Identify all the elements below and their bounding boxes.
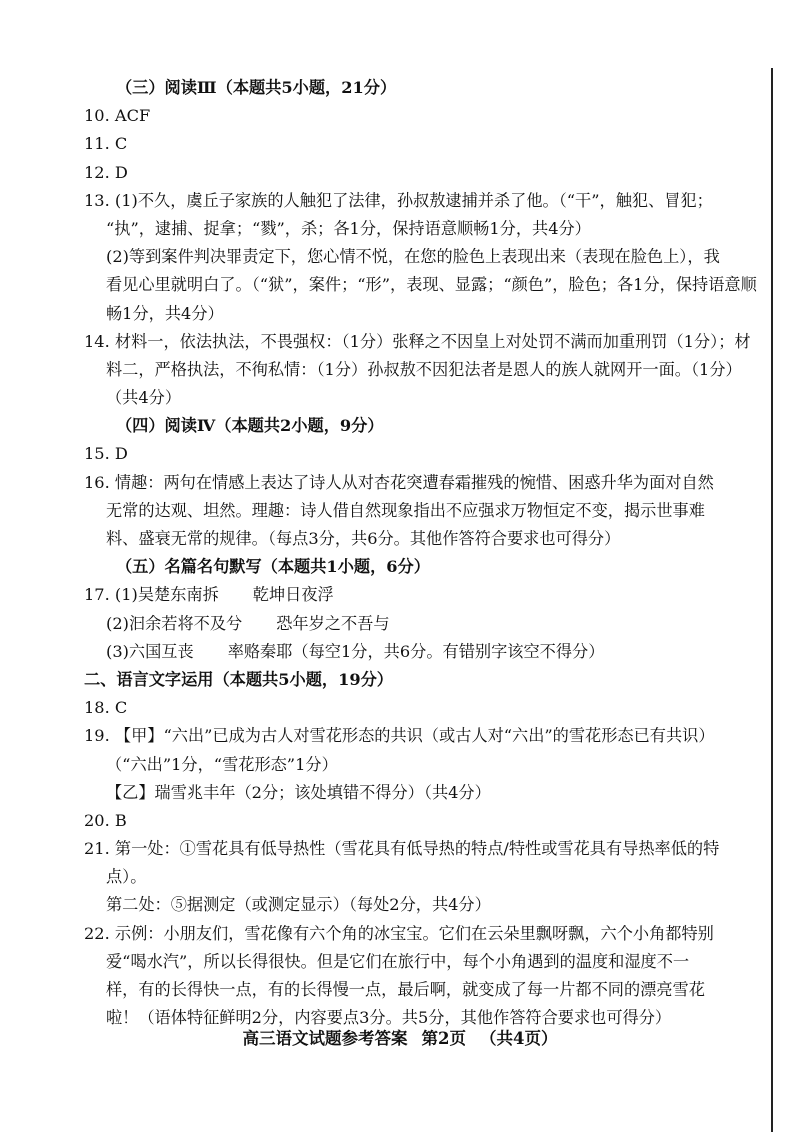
answer-q22-line2: 爱“喝水汽”，所以长得很快。但是它们在旅行中，每个小角遇到的温度和湿度不一 bbox=[106, 951, 690, 971]
answer-q17-3a: (3)六国互丧 bbox=[106, 641, 194, 661]
answer-q21-line1: 21. 第一处：①雪花具有低导热性（雪花具有低导热的特点/特性或雪花具有导热率低的特 bbox=[84, 839, 720, 859]
answer-q16-line3: 料、盛衰无常的规律。（每点3分，共6分。其他作答符合要求也可得分） bbox=[106, 529, 621, 548]
answer-q21-line3: 第二处：⑤据测定（或测定显示）（每处2分，共4分） bbox=[106, 895, 491, 915]
answer-q16-line1: 16. 情趣：两句在情感上表达了诗人从对杏花突遭春霜摧残的惋惜、困惑升华为面对自然 bbox=[84, 472, 714, 492]
answer-q17-1a: 17. (1)吴楚东南拆 bbox=[84, 585, 219, 605]
answer-q13-line5: 畅1分，共4分） bbox=[106, 303, 224, 323]
answer-q17-2b: 恐年岁之不吾与 bbox=[276, 613, 390, 633]
answer-q12: 12. D bbox=[84, 162, 128, 182]
margin-rule bbox=[771, 68, 773, 1132]
answer-q17-1b: 乾坤日夜浮 bbox=[252, 585, 334, 605]
answer-q19-line3: 【乙】瑞雪兆丰年（2分；该处填错不得分）（共4分） bbox=[106, 782, 491, 802]
answer-q17-2a: (2)汩余若将不及兮 bbox=[106, 613, 243, 633]
answer-q20: 20. B bbox=[84, 810, 127, 830]
answer-q15: 15. D bbox=[84, 444, 128, 464]
answer-q17-line1 bbox=[84, 581, 724, 609]
answer-q13-line4: 看见心里就明白了。（“狱”，案件；“形”，表现、显露；“颜色”，脸色；各1分，保持语意顺 bbox=[106, 275, 757, 295]
answer-q13-line1: 13. (1)不久，虞丘子家族的人触犯了法律，孙叔敖逮捕并杀了他。（“干”，触犯、冒犯； bbox=[84, 190, 713, 210]
answer-q13-line2: “执”，逮捕、捉拿；“戮”，杀；各1分，保持语意顺畅1分，共4分） bbox=[106, 218, 591, 238]
answer-q22-line1: 22. 示例：小朋友们，雪花像有六个角的冰宝宝。它们在云朵里飘呀飘，六个小角都特别 bbox=[84, 923, 714, 943]
footer-page-number: 第2页 bbox=[421, 1029, 466, 1048]
answer-q10: 10. ACF bbox=[84, 106, 151, 126]
answer-q16-line2: 无常的达观、坦然。理趣：诗人借自然现象指出不应强求万物恒定不变，揭示世事难 bbox=[106, 500, 705, 520]
section-heading-language: 二、语言文字运用（本题共5小题，19分） bbox=[84, 669, 393, 689]
answer-q17-3b: 率赂秦耶（每空1分，共6分。有错别字该空不得分） bbox=[227, 641, 605, 661]
answer-q22-line4: 啦！（语体特征鲜明2分，内容要点3分。共5分，其他作答符合要求也可得分） bbox=[106, 1008, 672, 1028]
footer-page-total: （共4页） bbox=[480, 1029, 558, 1048]
section-heading-famous-lines: （五）名篇名句默写（本题共1小题，6分） bbox=[116, 557, 430, 577]
section-heading-reading3: （三）阅读Ⅲ（本题共5小题，21分） bbox=[116, 78, 397, 97]
answer-q18: 18. C bbox=[84, 698, 128, 718]
answer-q14-line2: 料二，严格执法，不徇私情：（1分）孙叔敖不因犯法者是恩人的族人就网开一面。（1分） bbox=[106, 359, 742, 379]
answer-q13-line3: (2)等到案件判决罪责定下，您心情不悦，在您的脸色上表现出来（表现在脸色上），我 bbox=[106, 247, 720, 267]
answer-q19-line2: （“六出”1分，“雪花形态”1分） bbox=[106, 754, 338, 774]
answer-q17-line2 bbox=[84, 610, 724, 638]
answer-q22-line3: 样，有的长得快一点，有的长得慢一点，最后啊，就变成了每一片都不同的漂亮雪花 bbox=[106, 980, 705, 999]
answer-q11: 11. C bbox=[84, 134, 128, 154]
answer-q21-line2: 点）。 bbox=[106, 867, 147, 887]
footer-title: 高三语文试题参考答案 bbox=[242, 1029, 408, 1048]
answer-q19-line1: 19. 【甲】“六出”已成为古人对雪花形态的共识（或古人对“六出”的雪花形态已有共识） bbox=[84, 726, 715, 746]
answer-q14-line1: 14. 材料一，依法执法，不畏强权：（1分）张释之不因皇上对处罚不满而加重刑罚（1分）；材 bbox=[84, 331, 751, 351]
section-heading-reading4: （四）阅读Ⅳ（本题共2小题，9分） bbox=[116, 416, 384, 436]
answer-q14-line3: （共4分） bbox=[106, 388, 182, 408]
page-footer bbox=[0, 1027, 800, 1051]
answer-q17-line3 bbox=[84, 638, 724, 666]
answer-content bbox=[84, 74, 757, 1032]
